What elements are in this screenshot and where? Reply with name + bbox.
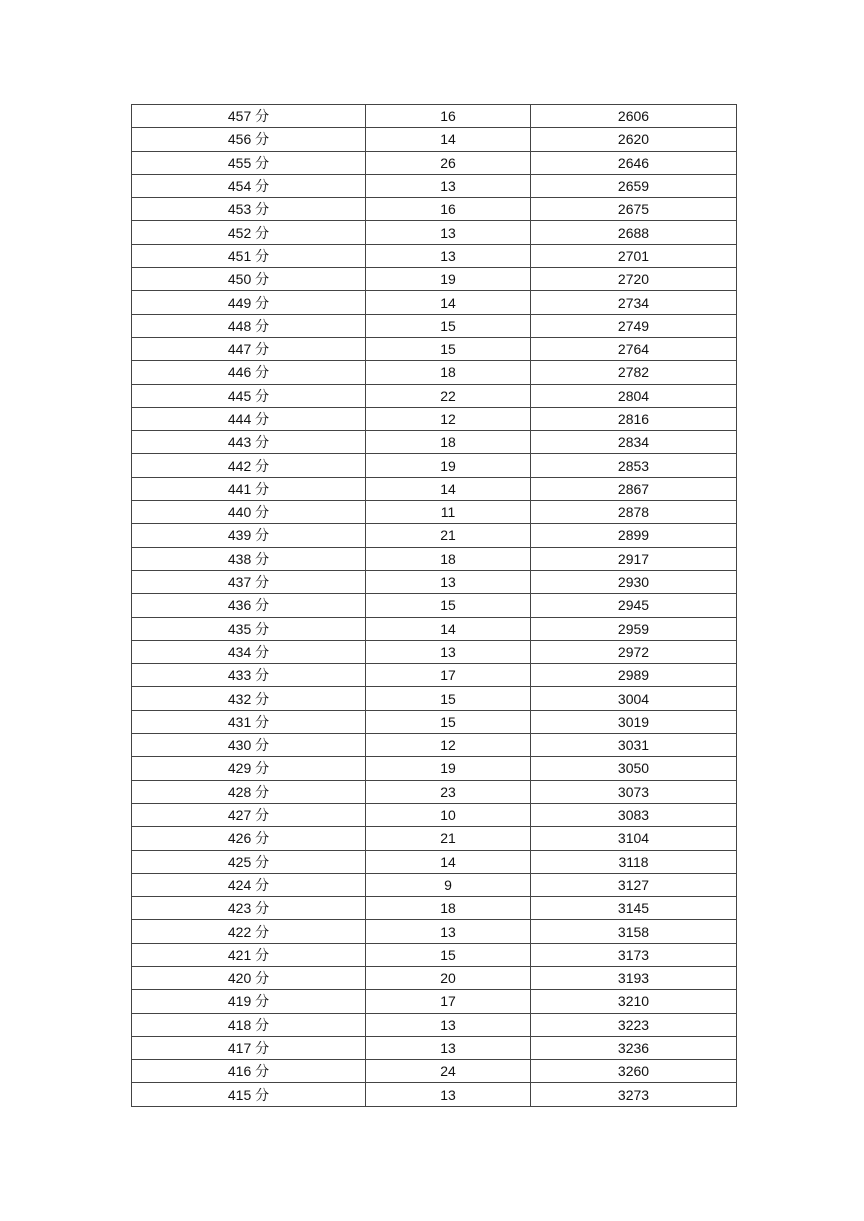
cumulative-cell: 2853 [531,454,737,477]
count-cell: 19 [366,268,531,291]
table-row [132,734,737,757]
score-cell: 436 分 [132,594,366,617]
cumulative-cell: 3031 [531,734,737,757]
table-row [132,174,737,197]
table-row [132,827,737,850]
score-distribution-table [131,104,737,1107]
count-cell: 13 [366,570,531,593]
score-cell: 429 分 [132,757,366,780]
cumulative-cell: 2659 [531,174,737,197]
score-cell: 435 分 [132,617,366,640]
table-row [132,384,737,407]
count-cell: 13 [366,1083,531,1106]
table-row [132,361,737,384]
table-row [132,757,737,780]
count-cell: 19 [366,757,531,780]
score-cell: 426 分 [132,827,366,850]
count-cell: 24 [366,1060,531,1083]
cumulative-cell: 3210 [531,990,737,1013]
cumulative-cell: 2606 [531,105,737,128]
score-cell: 430 分 [132,734,366,757]
count-cell: 19 [366,454,531,477]
cumulative-cell: 2688 [531,221,737,244]
count-cell: 15 [366,943,531,966]
score-cell: 454 分 [132,174,366,197]
count-cell: 11 [366,501,531,524]
score-cell: 418 分 [132,1013,366,1036]
score-cell: 445 分 [132,384,366,407]
score-cell: 432 分 [132,687,366,710]
count-cell: 20 [366,966,531,989]
count-cell: 18 [366,431,531,454]
table-body [132,105,737,1107]
score-cell: 415 分 [132,1083,366,1106]
table-row [132,850,737,873]
score-cell: 417 分 [132,1036,366,1059]
cumulative-cell: 3050 [531,757,737,780]
score-cell: 423 分 [132,897,366,920]
count-cell: 13 [366,920,531,943]
score-cell: 416 分 [132,1060,366,1083]
cumulative-cell: 2646 [531,151,737,174]
cumulative-cell: 2804 [531,384,737,407]
count-cell: 12 [366,407,531,430]
table-row [132,640,737,663]
table-row [132,990,737,1013]
count-cell: 21 [366,827,531,850]
score-cell: 433 分 [132,664,366,687]
table-row [132,570,737,593]
table-row [132,920,737,943]
cumulative-cell: 2764 [531,337,737,360]
cumulative-cell: 3019 [531,710,737,733]
score-cell: 440 分 [132,501,366,524]
table-row [132,687,737,710]
score-cell: 425 分 [132,850,366,873]
count-cell: 10 [366,803,531,826]
cumulative-cell: 3004 [531,687,737,710]
count-cell: 26 [366,151,531,174]
count-cell: 23 [366,780,531,803]
cumulative-cell: 2989 [531,664,737,687]
count-cell: 15 [366,594,531,617]
table-row [132,268,737,291]
score-cell: 452 分 [132,221,366,244]
table-row [132,897,737,920]
count-cell: 9 [366,873,531,896]
score-cell: 441 分 [132,477,366,500]
count-cell: 15 [366,710,531,733]
score-cell: 422 分 [132,920,366,943]
table-row [132,501,737,524]
count-cell: 22 [366,384,531,407]
cumulative-cell: 3236 [531,1036,737,1059]
table-row [132,664,737,687]
table-row [132,221,737,244]
count-cell: 18 [366,361,531,384]
cumulative-cell: 2930 [531,570,737,593]
table-row [132,594,737,617]
table-row [132,617,737,640]
table-row [132,128,737,151]
cumulative-cell: 3193 [531,966,737,989]
cumulative-cell: 2749 [531,314,737,337]
cumulative-cell: 2867 [531,477,737,500]
count-cell: 18 [366,547,531,570]
table-row [132,943,737,966]
count-cell: 16 [366,198,531,221]
score-cell: 439 分 [132,524,366,547]
score-cell: 420 分 [132,966,366,989]
count-cell: 14 [366,617,531,640]
table-row [132,803,737,826]
cumulative-cell: 2701 [531,244,737,267]
table-row [132,151,737,174]
count-cell: 13 [366,221,531,244]
score-cell: 427 分 [132,803,366,826]
count-cell: 13 [366,174,531,197]
cumulative-cell: 3104 [531,827,737,850]
table-row [132,337,737,360]
score-cell: 443 分 [132,431,366,454]
cumulative-cell: 2734 [531,291,737,314]
table-row [132,407,737,430]
table-row [132,1060,737,1083]
table-row [132,1013,737,1036]
cumulative-cell: 2878 [531,501,737,524]
count-cell: 14 [366,291,531,314]
score-cell: 448 分 [132,314,366,337]
cumulative-cell: 3173 [531,943,737,966]
cumulative-cell: 3083 [531,803,737,826]
count-cell: 18 [366,897,531,920]
cumulative-cell: 2945 [531,594,737,617]
table-row [132,477,737,500]
cumulative-cell: 2834 [531,431,737,454]
score-cell: 424 分 [132,873,366,896]
count-cell: 12 [366,734,531,757]
score-cell: 450 分 [132,268,366,291]
count-cell: 13 [366,640,531,663]
cumulative-cell: 3118 [531,850,737,873]
score-cell: 446 分 [132,361,366,384]
score-cell: 431 分 [132,710,366,733]
score-cell: 451 分 [132,244,366,267]
table-row [132,873,737,896]
cumulative-cell: 2620 [531,128,737,151]
table-row [132,454,737,477]
cumulative-cell: 2816 [531,407,737,430]
table-row [132,524,737,547]
table-row [132,780,737,803]
score-cell: 447 分 [132,337,366,360]
count-cell: 17 [366,664,531,687]
count-cell: 14 [366,850,531,873]
score-cell: 453 分 [132,198,366,221]
cumulative-cell: 3223 [531,1013,737,1036]
cumulative-cell: 2917 [531,547,737,570]
table-row [132,1036,737,1059]
table-row [132,314,737,337]
count-cell: 16 [366,105,531,128]
count-cell: 15 [366,337,531,360]
cumulative-cell: 2972 [531,640,737,663]
cumulative-cell: 2899 [531,524,737,547]
table-row [132,291,737,314]
score-cell: 438 分 [132,547,366,570]
cumulative-cell: 3260 [531,1060,737,1083]
count-cell: 14 [366,128,531,151]
score-cell: 421 分 [132,943,366,966]
cumulative-cell: 3073 [531,780,737,803]
count-cell: 14 [366,477,531,500]
table-row [132,105,737,128]
score-cell: 444 分 [132,407,366,430]
count-cell: 15 [366,314,531,337]
cumulative-cell: 2675 [531,198,737,221]
table-row [132,547,737,570]
cumulative-cell: 2720 [531,268,737,291]
count-cell: 15 [366,687,531,710]
score-cell: 442 分 [132,454,366,477]
count-cell: 13 [366,244,531,267]
table-row [132,244,737,267]
score-cell: 455 分 [132,151,366,174]
cumulative-cell: 3145 [531,897,737,920]
score-cell: 419 分 [132,990,366,1013]
count-cell: 13 [366,1036,531,1059]
table-row [132,710,737,733]
count-cell: 13 [366,1013,531,1036]
count-cell: 17 [366,990,531,1013]
score-cell: 428 分 [132,780,366,803]
count-cell: 21 [366,524,531,547]
table-row [132,198,737,221]
table-row [132,431,737,454]
cumulative-cell: 2782 [531,361,737,384]
cumulative-cell: 2959 [531,617,737,640]
cumulative-cell: 3127 [531,873,737,896]
cumulative-cell: 3158 [531,920,737,943]
score-cell: 456 分 [132,128,366,151]
table-row [132,966,737,989]
score-cell: 437 分 [132,570,366,593]
score-cell: 449 分 [132,291,366,314]
cumulative-cell: 3273 [531,1083,737,1106]
table-row [132,1083,737,1106]
score-cell: 457 分 [132,105,366,128]
score-cell: 434 分 [132,640,366,663]
